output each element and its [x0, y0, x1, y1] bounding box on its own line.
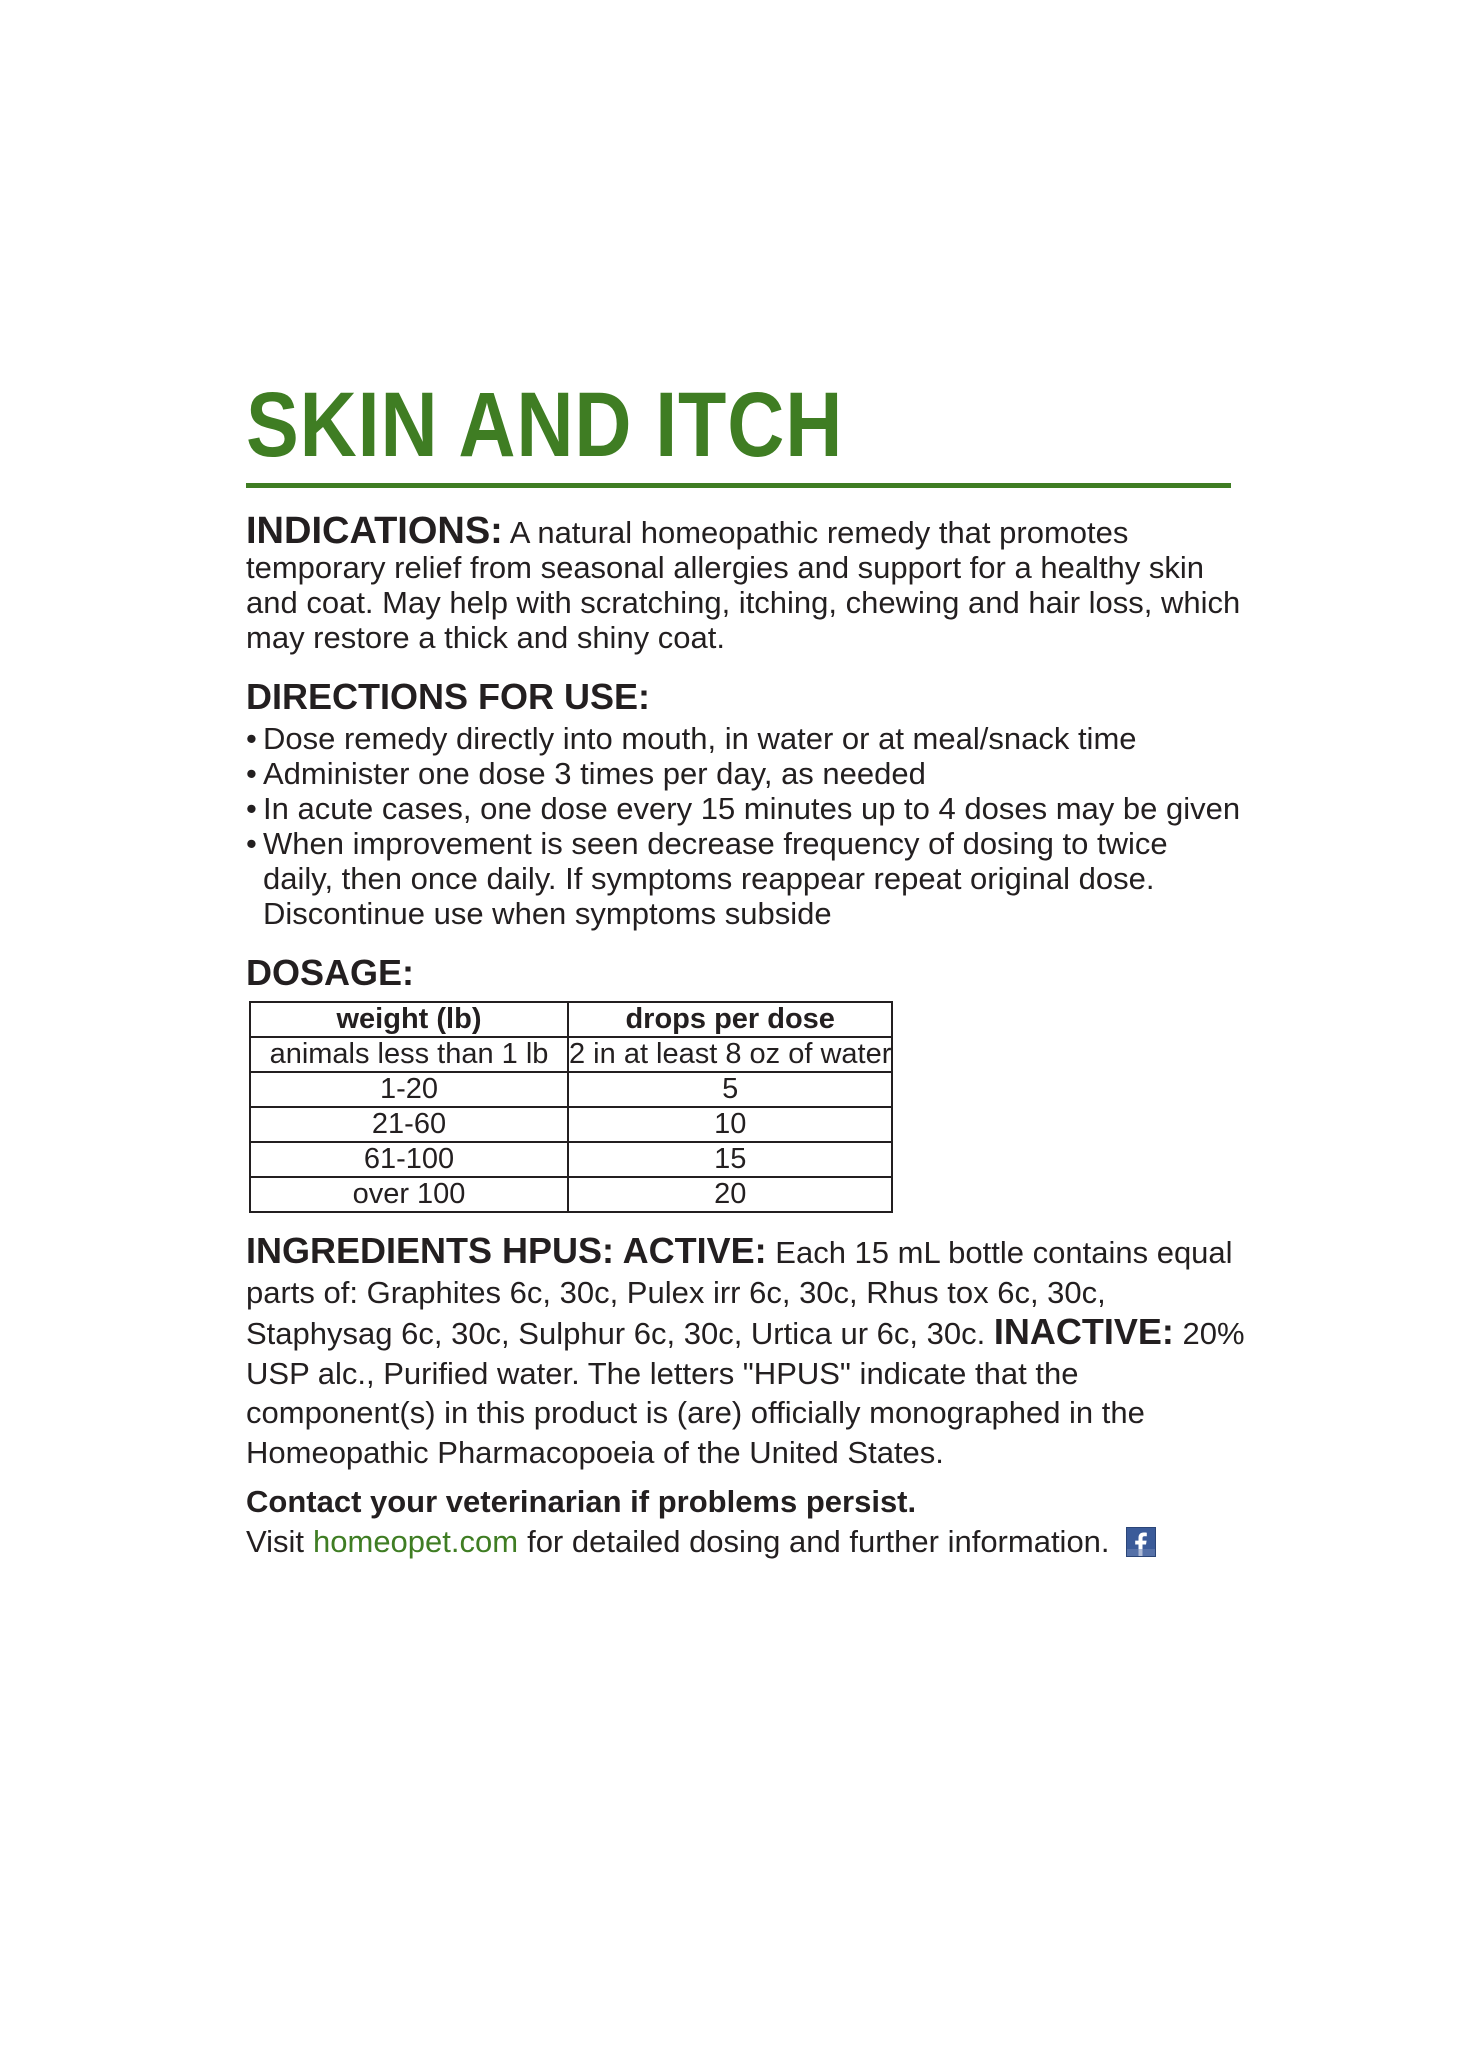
indications-paragraph [246, 510, 1246, 655]
product-title: SKIN AND ITCH [246, 374, 844, 476]
visit-line [246, 1522, 1246, 1562]
column-header-drops: drops per dose [568, 1002, 892, 1037]
table-row [250, 1072, 892, 1107]
contact-notice: Contact your veterinarian if problems persist. [246, 1484, 917, 1519]
weight-cell: 61-100 [250, 1142, 568, 1177]
table-row [250, 1107, 892, 1142]
active-text: Each 15 mL bottle contains equal parts of: Graphites 6c, 30c, Pulex irr 6c, 30c, Rhus tox 6c, 30c, Staphysag 6c, 30c, Sulphur 6c, 30c, Urtica ur 6c, 30c. [246, 1235, 1233, 1351]
table-row [250, 1177, 892, 1212]
column-header-weight: weight (lb) [250, 1002, 568, 1037]
label-panel [246, 375, 1246, 1562]
inactive-text: 20% USP alc., Purified water. The letters "HPUS" indicate that the component(s) in this product is (are) officially monographed in the Homeopathic Pharmacopoeia of the United States. [246, 1316, 1245, 1470]
bullet-icon: • [246, 721, 257, 756]
directions-list [246, 721, 1246, 931]
indications-text: A natural homeopathic remedy that promotes temporary relief from seasonal allergies and support for a healthy skin and coat. May help with scratching, itching, chewing and hair loss, which may restore a thick and shiny coat. [246, 515, 1241, 655]
indications-label: INDICATIONS: [246, 510, 503, 552]
ingredients-paragraph [246, 1231, 1246, 1472]
dosage-heading: DOSAGE: [246, 952, 415, 993]
weight-cell: 1-20 [250, 1072, 568, 1107]
ingredients-label: INGREDIENTS HPUS: [246, 1230, 615, 1271]
list-item [246, 826, 1246, 931]
list-item [246, 756, 1246, 791]
direction-text: In acute cases, one dose every 15 minutes up to 4 doses may be given [263, 791, 1241, 826]
facebook-icon[interactable] [1126, 1527, 1156, 1557]
direction-text: Dose remedy directly into mouth, in water or at meal/snack time [263, 721, 1137, 756]
bullet-icon: • [246, 826, 257, 861]
visit-suffix: for detailed dosing and further information. [527, 1524, 1110, 1559]
active-label: ACTIVE: [622, 1230, 767, 1271]
table-row [250, 1142, 892, 1177]
weight-cell: animals less than 1 lb [250, 1037, 568, 1072]
visit-prefix: Visit [246, 1524, 305, 1559]
drops-cell: 2 in at least 8 oz of water [569, 1038, 892, 1070]
bullet-icon: • [246, 756, 257, 791]
weight-cell: 21-60 [250, 1107, 568, 1142]
dosage-table [249, 1001, 893, 1213]
list-item [246, 721, 1246, 756]
direction-text: When improvement is seen decrease frequency of dosing to twice daily, then once daily. If symptoms reappear repeat original dose. Discontinue use when symptoms subside [263, 826, 1168, 931]
directions-heading: DIRECTIONS FOR USE: [246, 676, 651, 717]
drops-cell: 10 [568, 1107, 892, 1142]
bullet-icon: • [246, 791, 257, 826]
weight-cell: over 100 [250, 1177, 568, 1212]
direction-text: Administer one dose 3 times per day, as needed [263, 756, 926, 791]
facebook-glyph [1127, 1528, 1155, 1556]
inactive-label: INACTIVE: [993, 1311, 1174, 1352]
table-header-row [250, 1002, 892, 1037]
drops-cell: 15 [568, 1142, 892, 1177]
drops-cell: 20 [568, 1177, 892, 1212]
drops-cell: 5 [568, 1072, 892, 1107]
title-divider [246, 483, 1231, 488]
homeopet-link[interactable]: homeopet.com [313, 1524, 519, 1559]
list-item [246, 791, 1246, 826]
table-row [250, 1037, 892, 1072]
